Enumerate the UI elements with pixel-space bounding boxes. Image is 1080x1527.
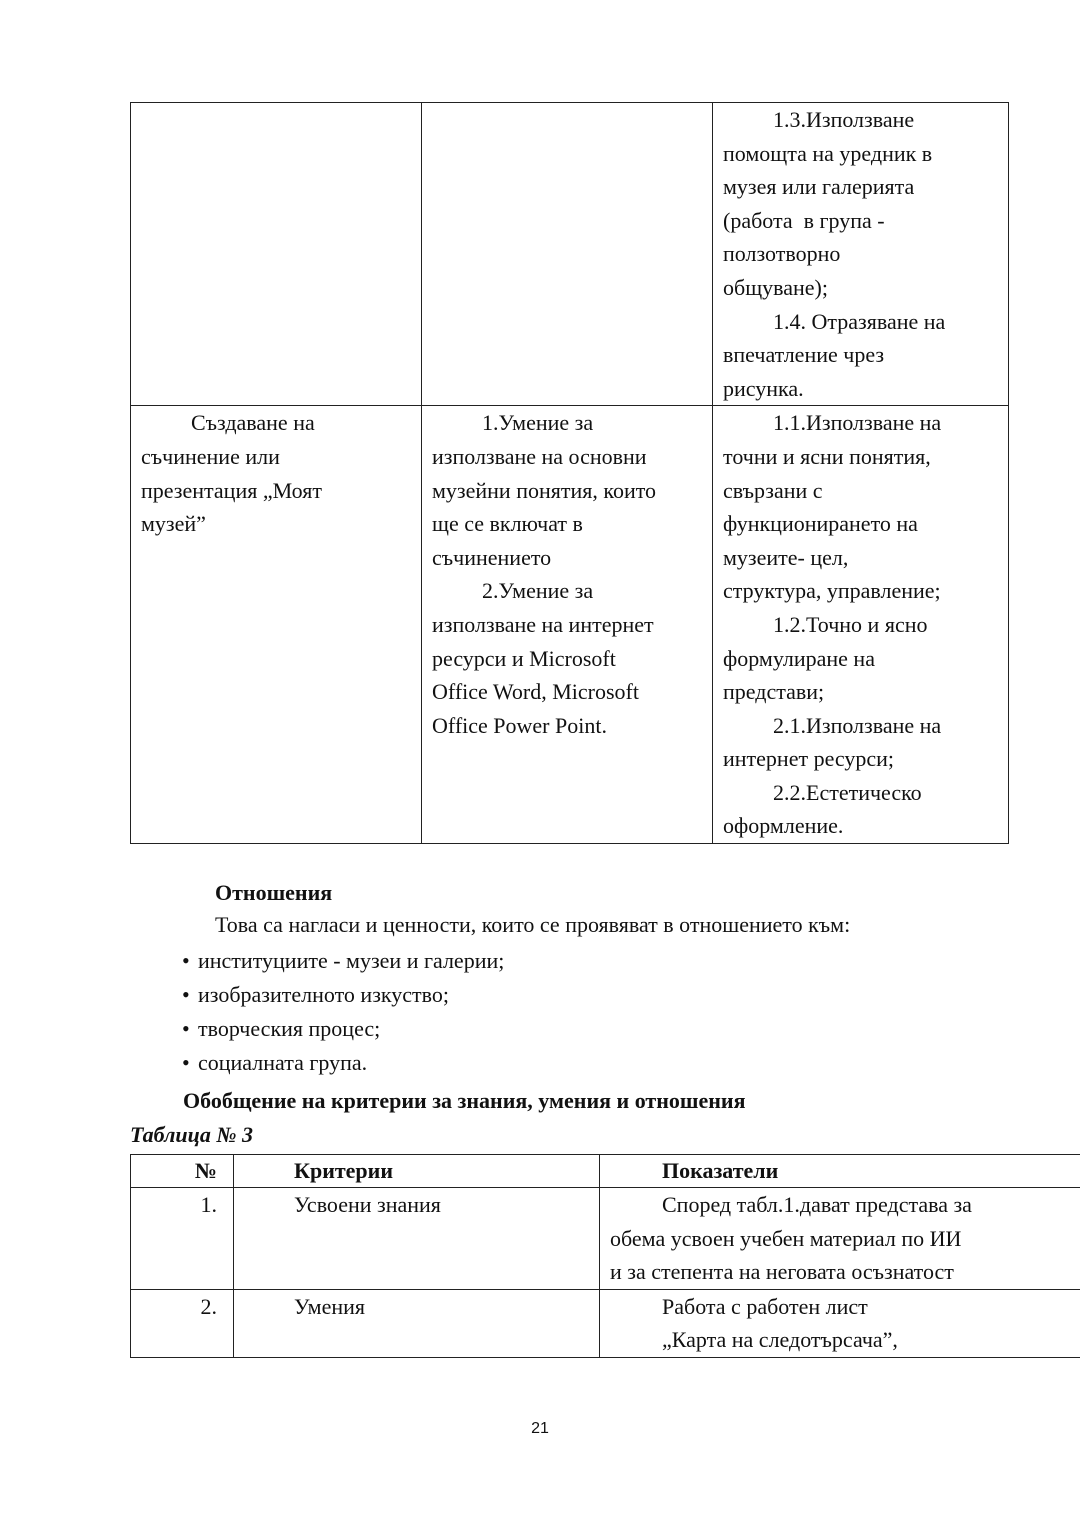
cell-line: музеите- цел, [723, 544, 849, 570]
cell-line: 1.2.Точно и ясно [773, 611, 928, 637]
cell-line: функционирането на [723, 511, 918, 537]
bullet-text: творческия процес; [198, 1016, 381, 1041]
cell-line: интернет ресурси; [723, 746, 895, 772]
cell-line: Според табл.1.дават представа за [662, 1192, 972, 1217]
bullet-text: институциите - музеи и галерии; [198, 948, 505, 973]
table-cell-activity [131, 406, 422, 844]
summary-table [130, 1154, 1080, 1358]
cell-line: Office Word, Microsoft [432, 679, 639, 705]
table-caption: Таблица № 3 [130, 1122, 253, 1147]
row-indicator [600, 1289, 1080, 1357]
table-cell-indicators [713, 406, 1009, 844]
header-criteria: Критерии [234, 1155, 600, 1188]
bullet-icon: • [182, 1050, 190, 1075]
cell-line: 1.4. Отразяване на [773, 308, 946, 334]
cell-line: ползотворно [723, 241, 841, 267]
bullet-item [182, 948, 504, 974]
cell-line: музей” [141, 511, 206, 537]
row-num: 2. [131, 1289, 234, 1357]
row-criterion: Умения [234, 1289, 600, 1357]
bullet-item [182, 982, 449, 1008]
cell-line: 1.Умение за [482, 410, 594, 436]
cell-line: музейни понятия, които [432, 477, 657, 503]
cell-line: музея или галерията [723, 174, 915, 200]
header-num: № [131, 1155, 234, 1188]
cell-line: общуване); [723, 274, 828, 300]
cell-line: (работа в група - [723, 207, 885, 233]
table-row [131, 1188, 1080, 1290]
cell-line: формулиране на [723, 645, 875, 671]
bullet-item [182, 1050, 367, 1076]
cell-line: обема усвоен учебен материал по ИИ [610, 1225, 962, 1251]
table-row [131, 103, 1009, 406]
cell-line: точни и ясни понятия, [723, 443, 931, 469]
relations-intro: Това са нагласи и ценности, които се проявяват в отношението към: [215, 912, 851, 937]
cell-line: съчинението [432, 544, 552, 570]
bullet-text: изобразителното изкуство; [198, 982, 449, 1007]
cell-line: свързани с [723, 477, 823, 503]
cell-line: Работа с работен лист [662, 1293, 868, 1319]
cell-line: използване на интернет [432, 611, 654, 637]
summary-heading: Обобщение на критерии за знания, умения и отношения [183, 1088, 746, 1113]
table-cell-skills [422, 406, 713, 844]
bullet-icon: • [182, 948, 190, 973]
page-number: 21 [531, 1420, 549, 1437]
cell-line: 1.1.Използване на [773, 410, 942, 436]
relations-heading: Отношения [215, 880, 333, 905]
table-cell-empty [422, 103, 713, 406]
cell-line: Създаване на [191, 410, 315, 436]
cell-line: съчинение или [141, 443, 280, 469]
row-criterion: Усвоени знания [234, 1188, 600, 1290]
cell-line: структура, управление; [723, 578, 941, 604]
cell-line: 2.Умение за [482, 578, 594, 604]
bullet-icon: • [182, 1016, 190, 1041]
bullet-item [182, 1016, 380, 1042]
cell-line: ресурси и Microsoft [432, 645, 616, 671]
table-row [131, 1289, 1080, 1357]
bullet-text: социалната група. [198, 1050, 368, 1075]
cell-line: използване на основни [432, 443, 647, 469]
table-cell-empty [131, 103, 422, 406]
cell-line: 2.2.Естетическо [773, 779, 922, 805]
row-num: 1. [131, 1188, 234, 1290]
cell-line: ще се включат в [432, 511, 583, 537]
cell-line: впечатление чрез [723, 342, 885, 368]
cell-line: оформление. [723, 813, 844, 839]
cell-line: 1.3.Използване [773, 107, 915, 132]
table-header-row [131, 1155, 1080, 1188]
row-indicator [600, 1188, 1080, 1290]
header-indicators: Показатели [600, 1155, 1080, 1188]
cell-line: презентация „Моят [141, 477, 322, 503]
criteria-table-continued [130, 102, 1009, 844]
cell-line: представи; [723, 679, 825, 705]
cell-line: Office Power Point. [432, 712, 607, 738]
cell-line: 2.1.Използване на [773, 712, 942, 738]
bullet-icon: • [182, 982, 190, 1007]
cell-line: помощта на уредник в [723, 140, 933, 166]
cell-line: „Карта на следотърсача”, [662, 1327, 898, 1353]
table-cell-indicators [713, 103, 1009, 406]
cell-line: и за степента на неговата осъзнатост [610, 1259, 954, 1285]
table-row [131, 406, 1009, 844]
cell-line: рисунка. [723, 375, 804, 401]
